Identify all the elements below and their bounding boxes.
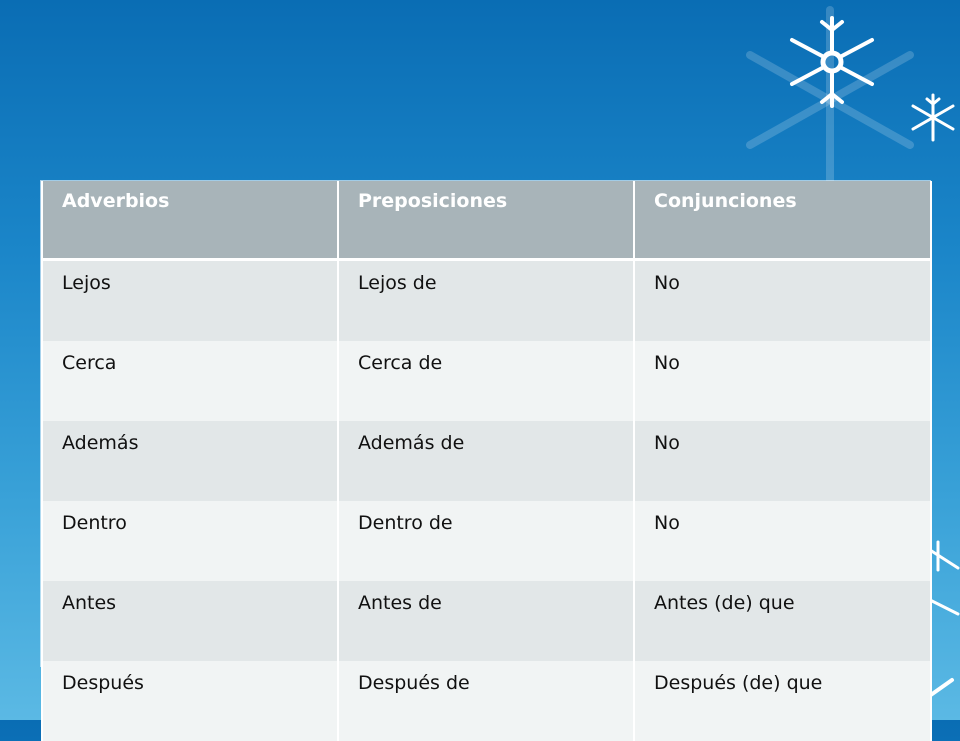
table-cell: Además de bbox=[338, 421, 634, 501]
table-cell: Lejos bbox=[42, 260, 338, 342]
table-cell: Después (de) que bbox=[634, 661, 931, 741]
table-cell: No bbox=[634, 260, 931, 342]
table-cell: Antes de bbox=[338, 581, 634, 661]
data-table bbox=[41, 181, 932, 741]
table-row bbox=[42, 581, 931, 661]
table-cell: Después de bbox=[338, 661, 634, 741]
header-preposiciones: Preposiciones bbox=[338, 181, 634, 260]
table-cell: Antes (de) que bbox=[634, 581, 931, 661]
table-cell: Antes bbox=[42, 581, 338, 661]
table-header-row bbox=[42, 181, 931, 260]
table-cell: No bbox=[634, 421, 931, 501]
table-cell: Cerca bbox=[42, 341, 338, 421]
table-cell: Después bbox=[42, 661, 338, 741]
header-adverbios: Adverbios bbox=[42, 181, 338, 260]
snowflake-icon bbox=[928, 540, 960, 620]
table-row bbox=[42, 341, 931, 421]
table-row bbox=[42, 260, 931, 342]
table-cell: Cerca de bbox=[338, 341, 634, 421]
table-row bbox=[42, 661, 931, 741]
table-row bbox=[42, 421, 931, 501]
table-row bbox=[42, 501, 931, 581]
header-conjunciones: Conjunciones bbox=[634, 181, 931, 260]
comparison-table bbox=[40, 180, 931, 694]
table-cell: Dentro de bbox=[338, 501, 634, 581]
table-cell: Dentro bbox=[42, 501, 338, 581]
table-cell: No bbox=[634, 501, 931, 581]
table-cell: No bbox=[634, 341, 931, 421]
table-cell: Además bbox=[42, 421, 338, 501]
table-cell: Lejos de bbox=[338, 260, 634, 342]
snowflake-icon bbox=[700, 0, 960, 200]
